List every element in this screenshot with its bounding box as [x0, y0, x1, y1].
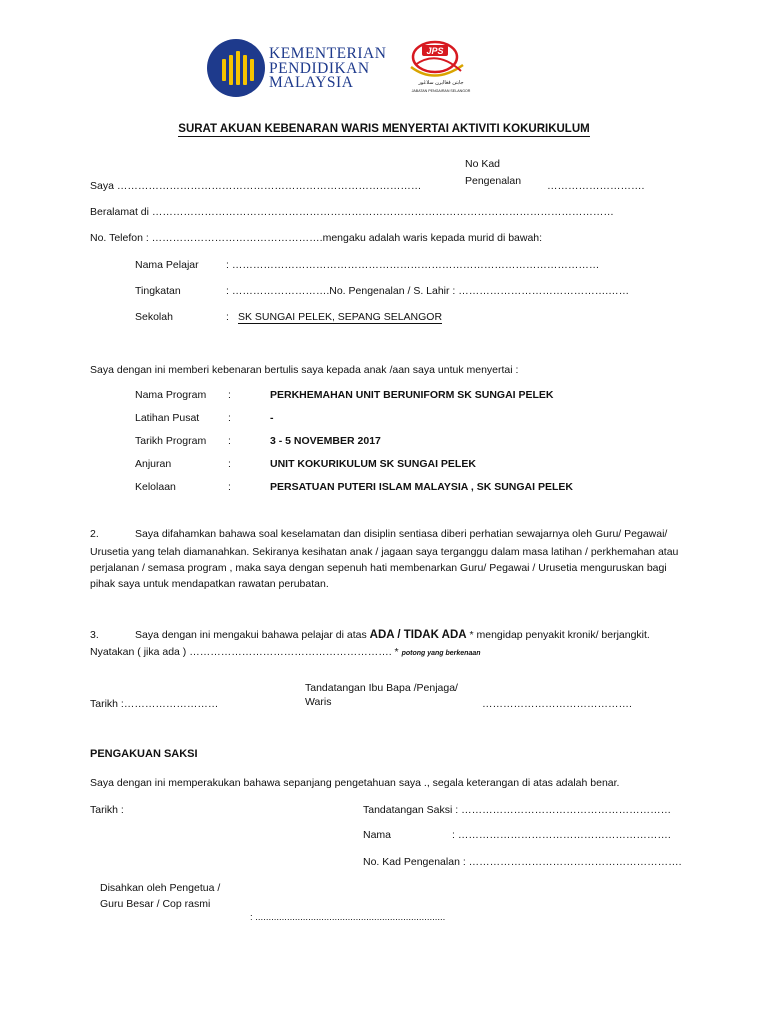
kpm-logo	[207, 39, 387, 99]
program-label-kelolaan: Kelolaan	[135, 481, 176, 493]
program-colon: :	[228, 389, 231, 401]
program-value-latihan: -	[270, 412, 274, 424]
para3-text-c: * mengidap penyakit kronik/ berjangkit.	[469, 629, 650, 641]
jps-logo	[405, 35, 477, 97]
kpm-line-3: MALAYSIA	[269, 74, 354, 91]
svg-text:جابتن ڤڠاايرن سلاڠور: جابتن ڤڠاايرن سلاڠور	[418, 80, 464, 86]
potong-note: potong yang berkenaan	[401, 650, 481, 657]
program-label-anjuran: Anjuran	[135, 458, 172, 470]
kpm-line-1: KEMENTERIAN	[269, 45, 387, 62]
para2-number: 2.	[90, 528, 99, 540]
program-value-kelolaan: PERSATUAN PUTERI ISLAM MALAYSIA , SK SUNGAI PELEK	[270, 481, 573, 493]
para2-line-3: perjalanan / semasa program , maka saya dengan sepenuh hati membenarkan Guru/ Pegawai / Urusetia menguruskan bagi	[90, 562, 667, 574]
no-kad-label-2: Pengenalan	[465, 175, 522, 187]
no-kad-label-1: No Kad	[465, 158, 501, 170]
sekolah-colon: :	[226, 311, 229, 323]
no-kad-dots: ……………………….	[547, 180, 645, 192]
document-title: SURAT AKUAN KEBENARAN WARIS MENYERTAI AKTIVITI KOKURIKULUM	[178, 123, 590, 135]
program-colon: :	[228, 458, 231, 470]
saksi-tandatangan: Tandatangan Saksi : ……………………………………………………	[363, 804, 672, 816]
para2-line-1: Saya difahamkan bahawa soal keselamatan dan disiplin sentiasa diberi perhatian sewajarnya oleh Guru/ Pegawai/	[135, 528, 668, 540]
saksi-tarikh: Tarikh :	[90, 804, 124, 816]
saksi-statement: Saya dengan ini memperakukan bahawa sepanjang pengetahuan saya ., segala keterangan di atas adalah benar.	[90, 777, 620, 789]
disahkan-label-2: Guru Besar / Cop rasmi	[100, 898, 211, 910]
tingkatan-value: : ……………………….No. Pengenalan / S. Lahir : …………………………………….……	[226, 285, 630, 297]
svg-text:JPS: JPS	[426, 46, 444, 56]
beralamat-field: Beralamat di ……………………………………………………………………………………………………………………	[90, 206, 614, 218]
saksi-heading: PENGAKUAN SAKSI	[90, 748, 198, 760]
nama-pelajar-label: Nama Pelajar	[135, 259, 199, 271]
program-value-anjuran: UNIT KOKURIKULUM SK SUNGAI PELEK	[270, 458, 476, 470]
ada-tidak-ada: ADA / TIDAK ADA	[369, 629, 467, 641]
para3-text-a: Saya dengan ini mengakui bahawa pelajar di atas	[135, 629, 367, 641]
para2-line-2: Urusetia yang telah diamanahkan. Sekiranya kesihatan anak / jagaan saya terganggu dalam masa latihan / perkhemahan atau	[90, 546, 679, 558]
tandatangan-label-2: Waris	[305, 696, 332, 708]
nyatakan-field: Nyatakan ( jika ada ) …………………………………………………. *	[90, 646, 399, 658]
telefon-field: No. Telefon : ………………………………………….mengaku adalah waris kepada murid di bawah:	[90, 232, 543, 244]
permission-statement: Saya dengan ini memberi kebenaran bertulis saya kepada anak /aan saya untuk menyertai :	[90, 364, 519, 376]
disahkan-label-1: Disahkan oleh Pengetua /	[100, 882, 221, 894]
tingkatan-label: Tingkatan	[135, 285, 181, 297]
kpm-wordmark	[269, 47, 386, 91]
kpm-emblem-icon	[207, 39, 265, 97]
disahkan-value: : ........................................................................	[250, 912, 446, 923]
para3-number: 3.	[90, 629, 99, 641]
saksi-kad: No. Kad Pengenalan : …………………………………………………….	[363, 856, 682, 868]
program-label-tarikh: Tarikh Program	[135, 435, 207, 447]
program-value-nama: PERKHEMAHAN UNIT BERUNIFORM SK SUNGAI PELEK	[270, 389, 554, 401]
jps-emblem-icon	[405, 35, 477, 97]
para3-line-1	[135, 629, 650, 641]
program-value-tarikh: 3 - 5 NOVEMBER 2017	[270, 435, 381, 447]
saya-field: Saya ……………………………………………………………………………	[90, 180, 422, 192]
nama-pelajar-value: : ……………………………………………………………………………………………	[226, 259, 600, 271]
svg-text:JABATAN PENGAIRAN SELANGOR: JABATAN PENGAIRAN SELANGOR	[411, 89, 471, 93]
program-colon: :	[228, 412, 231, 424]
saksi-nama-label: Nama	[363, 829, 392, 841]
para3-line-2	[90, 646, 481, 658]
tarikh-field: Tarikh :………………………	[90, 698, 219, 710]
program-colon: :	[228, 435, 231, 447]
program-colon: :	[228, 481, 231, 493]
tandatangan-dots: …………………………………….	[482, 698, 632, 710]
kpm-line-2: PENDIDIKAN	[269, 59, 370, 77]
sekolah-label: Sekolah	[135, 311, 173, 323]
saksi-nama-value: : …………………………………………………….	[452, 829, 671, 841]
sekolah-value: SK SUNGAI PELEK, SEPANG SELANGOR	[238, 311, 443, 323]
program-label-nama: Nama Program	[135, 389, 207, 401]
para2-line-4: pihak saya untuk mendapatkan rawatan perubatan.	[90, 578, 329, 590]
tandatangan-label-1: Tandatangan Ibu Bapa /Penjaga/	[305, 682, 458, 694]
program-label-latihan: Latihan Pusat	[135, 412, 200, 424]
